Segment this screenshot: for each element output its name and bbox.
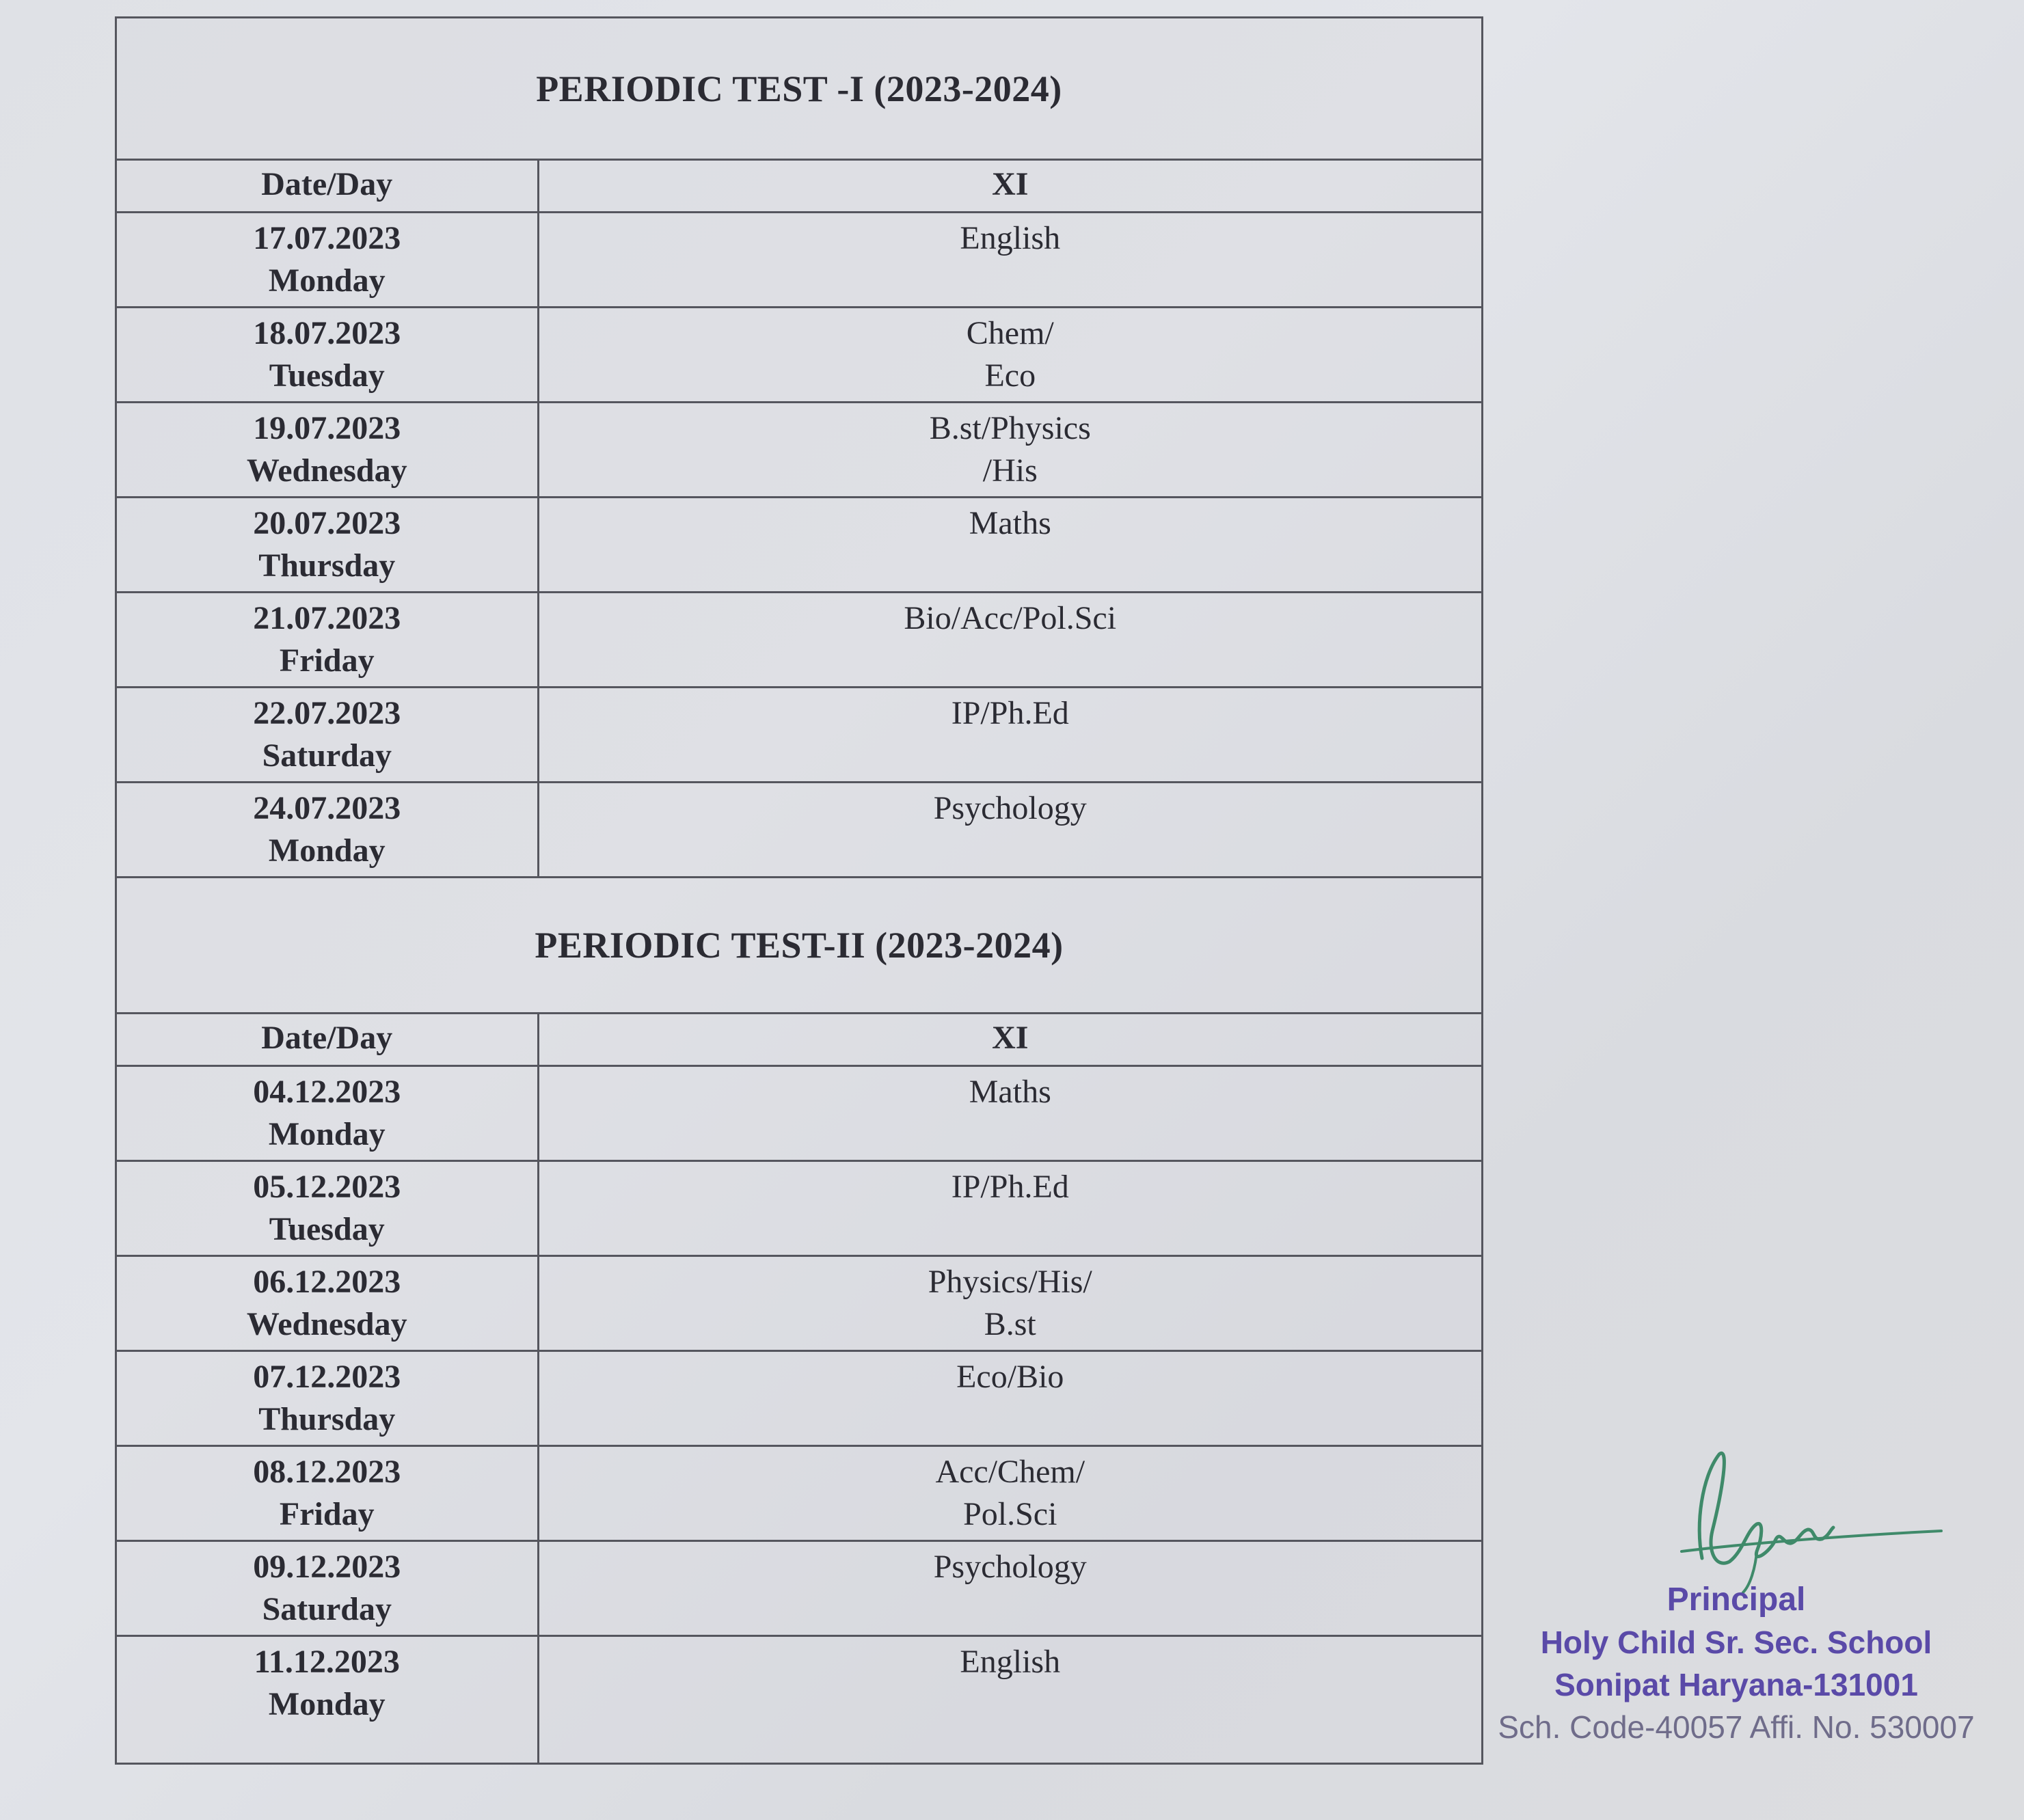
subject-text: English [960, 1644, 1061, 1680]
subject-text: English [960, 220, 1061, 256]
test2-title: PERIODIC TEST-II (2023-2024) [117, 876, 1481, 1014]
table-row [117, 1636, 1481, 1763]
subject-text: IP/Ph.Ed [951, 695, 1069, 731]
exam-date: 07.12.2023 [253, 1359, 401, 1395]
subject-text: Maths [969, 1074, 1051, 1110]
subject-cell [538, 308, 1481, 403]
school-stamp [1463, 1579, 2010, 1748]
subject-cell [538, 1351, 1481, 1446]
table-row [117, 783, 1481, 877]
subject-cell [538, 783, 1481, 877]
exam-date: 18.07.2023 [253, 315, 401, 351]
test1-title: PERIODIC TEST -I (2023-2024) [117, 18, 1481, 161]
table-row [117, 1351, 1481, 1446]
subject-cell [538, 1636, 1481, 1763]
date-day-cell [117, 1256, 538, 1351]
date-day-cell [117, 783, 538, 877]
exam-day: Thursday [258, 547, 396, 584]
test2-table [117, 1014, 1481, 1763]
subject-text: Psychology [933, 1549, 1087, 1585]
subject-text: Bio/Acc/Pol.Sci [904, 600, 1117, 636]
exam-date: 09.12.2023 [253, 1549, 401, 1585]
table-row [117, 308, 1481, 403]
table-row [117, 593, 1481, 688]
subject-text: Eco [984, 357, 1036, 394]
date-day-cell [117, 688, 538, 783]
exam-schedule-sheet [115, 16, 1483, 1765]
date-day-cell [117, 593, 538, 688]
exam-day: Wednesday [246, 1306, 407, 1342]
subject-cell [538, 1256, 1481, 1351]
exam-day: Saturday [262, 1591, 392, 1627]
header-date-day: Date/Day [117, 161, 538, 213]
header-row [117, 1014, 1481, 1066]
exam-date: 11.12.2023 [254, 1644, 400, 1680]
subject-text: Chem/ [966, 315, 1054, 351]
subject-text: Psychology [933, 790, 1087, 826]
header-date-day: Date/Day [117, 1014, 538, 1066]
header-row [117, 161, 1481, 213]
subject-text: Physics/His/ [928, 1264, 1092, 1300]
exam-date: 05.12.2023 [253, 1169, 401, 1205]
table-row [117, 498, 1481, 593]
header-class-xi: XI [538, 161, 1481, 213]
date-day-cell [117, 403, 538, 498]
table-row [117, 1541, 1481, 1636]
exam-date: 20.07.2023 [253, 505, 401, 541]
stamp-school-code: Sch. Code-40057 Affi. No. 530007 [1498, 1709, 1975, 1745]
exam-day: Monday [268, 262, 386, 299]
exam-day: Monday [268, 832, 386, 869]
subject-text: Acc/Chem/ [935, 1454, 1085, 1490]
subject-cell [538, 1541, 1481, 1636]
exam-day: Tuesday [269, 357, 385, 394]
principal-stamp-block [1463, 1449, 2010, 1763]
subject-cell [538, 1066, 1481, 1161]
subject-cell [538, 498, 1481, 593]
subject-text: Pol.Sci [963, 1496, 1057, 1532]
exam-day: Wednesday [246, 452, 407, 489]
exam-date: 06.12.2023 [253, 1264, 401, 1300]
subject-text: B.st/Physics [929, 410, 1091, 446]
exam-date: 19.07.2023 [253, 410, 401, 446]
exam-day: Tuesday [269, 1211, 385, 1247]
subject-text: /His [982, 452, 1038, 489]
exam-day: Monday [268, 1116, 386, 1152]
subject-text: Eco/Bio [956, 1359, 1064, 1395]
table-row [117, 1446, 1481, 1541]
stamp-school-name: Holy Child Sr. Sec. School [1540, 1625, 1932, 1660]
test1-table [117, 161, 1481, 876]
date-day-cell [117, 1636, 538, 1763]
subject-cell [538, 213, 1481, 308]
subject-cell [538, 593, 1481, 688]
exam-date: 21.07.2023 [253, 600, 401, 636]
subject-text: B.st [984, 1306, 1036, 1342]
table-row [117, 1161, 1481, 1256]
date-day-cell [117, 1446, 538, 1541]
date-day-cell [117, 1351, 538, 1446]
subject-cell [538, 688, 1481, 783]
table-row [117, 213, 1481, 308]
exam-day: Friday [279, 1496, 375, 1532]
table-row [117, 403, 1481, 498]
exam-date: 22.07.2023 [253, 695, 401, 731]
table-row [117, 1256, 1481, 1351]
exam-date: 17.07.2023 [253, 220, 401, 256]
exam-date: 08.12.2023 [253, 1454, 401, 1490]
exam-day: Monday [268, 1686, 386, 1722]
subject-text: IP/Ph.Ed [951, 1169, 1069, 1205]
exam-day: Friday [279, 642, 375, 679]
table-row [117, 688, 1481, 783]
table-row [117, 1066, 1481, 1161]
subject-cell [538, 1446, 1481, 1541]
date-day-cell [117, 1066, 538, 1161]
stamp-address: Sonipat Haryana-131001 [1554, 1667, 1918, 1702]
date-day-cell [117, 1541, 538, 1636]
exam-day: Saturday [262, 737, 392, 774]
exam-date: 24.07.2023 [253, 790, 401, 826]
subject-cell [538, 1161, 1481, 1256]
date-day-cell [117, 498, 538, 593]
date-day-cell [117, 213, 538, 308]
stamp-principal: Principal [1667, 1581, 1806, 1618]
date-day-cell [117, 1161, 538, 1256]
principal-signature [1654, 1449, 1969, 1599]
exam-date: 04.12.2023 [253, 1074, 401, 1110]
exam-day: Thursday [258, 1401, 396, 1437]
date-day-cell [117, 308, 538, 403]
subject-cell [538, 403, 1481, 498]
header-class-xi: XI [538, 1014, 1481, 1066]
subject-text: Maths [969, 505, 1051, 541]
